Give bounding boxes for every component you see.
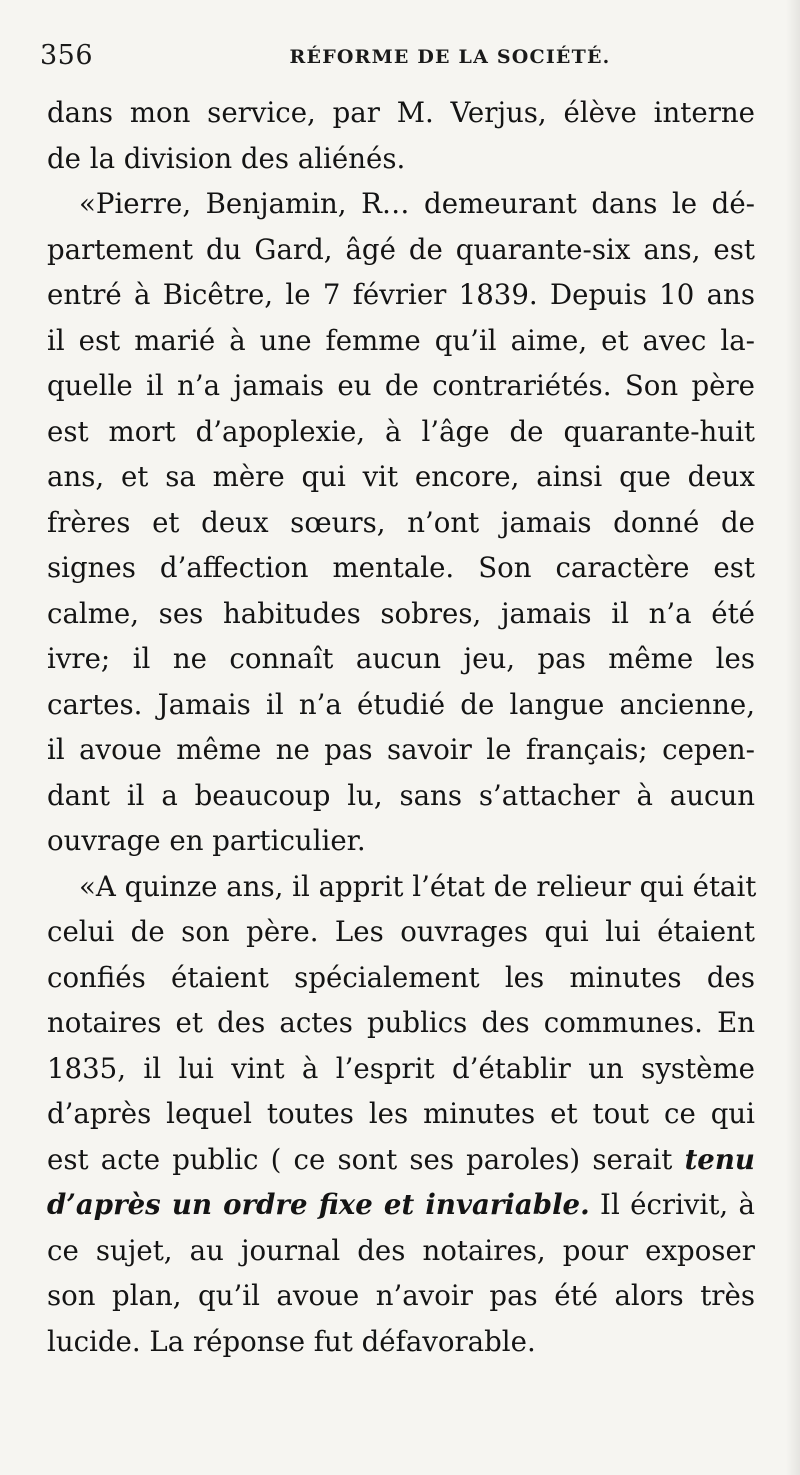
line-text: son plan, qu’il avoue n’avoir pas été alors très [47,1279,755,1312]
text-line [47,90,755,136]
body-text [47,90,755,1364]
line-text: est acte public ( ce sont ses paroles) serait [47,1142,673,1176]
text-line [47,1046,755,1092]
line-text: Il écrivit, à [589,1188,755,1221]
text-line [47,409,755,455]
text-line [47,1000,755,1046]
line-text: confiés étaient spécialement les minutes des [47,960,755,994]
text-line [47,1091,755,1137]
line-text: celui de son père. Les ouvrages qui lui étaient [47,915,755,948]
page-gutter-shadow [786,0,800,1475]
text-line [47,454,755,500]
line-text: frères et deux sœurs, n’ont jamais donné de [47,505,755,539]
text-line [47,318,755,364]
italic-phrase: tenu [684,1142,755,1176]
page-header [40,36,760,76]
line-text: ouvrage en particulier. [47,824,366,857]
line-text: entré à Bicêtre, le 7 février 1839. Depuis 10 ans [47,278,755,311]
text-line [47,1182,755,1228]
line-text: «A quinze ans, il apprit l’état de relieur qui était [79,869,757,903]
line-text: cartes. Jamais il n’a étudié de langue ancienne, [47,687,755,721]
text-line [47,636,755,682]
text-line [47,363,755,409]
line-text: il est marié à une femme qu’il aime, et avec la- [47,323,755,357]
line-text: quelle il n’a jamais eu de contrariétés. Son père [47,369,755,402]
text-line [47,1319,755,1365]
text-line [47,181,755,227]
line-text: lucide. La réponse fut défavorable. [47,1324,536,1358]
italic-phrase: d’après un ordre fixe et invariable. [47,1188,590,1221]
line-text: «Pierre, Benjamin, R… demeurant dans le dé- [79,187,755,220]
line-text: dans mon service, par M. Verjus, élève interne [47,96,755,129]
line-text: d’après lequel toutes les minutes et tout ce qui [47,1097,755,1130]
line-text: ivre; il ne connaît aucun jeu, pas même les [47,642,755,675]
text-line [47,1137,755,1183]
line-text: signes d’affection mentale. Son caractère est [47,551,755,584]
text-line [47,955,755,1001]
text-line [47,727,755,773]
text-line [47,864,755,910]
text-line [47,818,755,864]
line-text: de la division des aliénés. [47,141,406,175]
text-line [47,545,755,591]
page-number: 356 [40,40,94,71]
line-text: ans, et sa mère qui vit encore, ainsi que deux [47,460,755,493]
text-line [47,136,755,182]
text-line [47,591,755,637]
line-text: 1835, il lui vint à l’esprit d’établir un système [47,1051,755,1085]
line-text: notaires et des actes publics des communes. En [47,1006,755,1039]
text-line [47,773,755,819]
line-text: partement du Gard, âgé de quarante-six ans, est [47,232,755,266]
text-line [47,227,755,273]
text-line [47,1228,755,1274]
running-title: RÉFORME DE LA SOCIÉTÉ. [289,46,611,68]
text-line [47,500,755,546]
text-line [47,682,755,728]
line-text: il avoue même ne pas savoir le français; cepen- [47,733,755,766]
text-line [47,272,755,318]
line-text: est mort d’apoplexie, à l’âge de quarante-huit [47,414,755,448]
line-text: ce sujet, au journal des notaires, pour exposer [47,1233,755,1267]
text-line [47,1273,755,1319]
line-text: calme, ses habitudes sobres, jamais il n’a été [47,596,755,630]
line-text: dant il a beaucoup lu, sans s’attacher à aucun [47,778,755,812]
text-line [47,909,755,955]
